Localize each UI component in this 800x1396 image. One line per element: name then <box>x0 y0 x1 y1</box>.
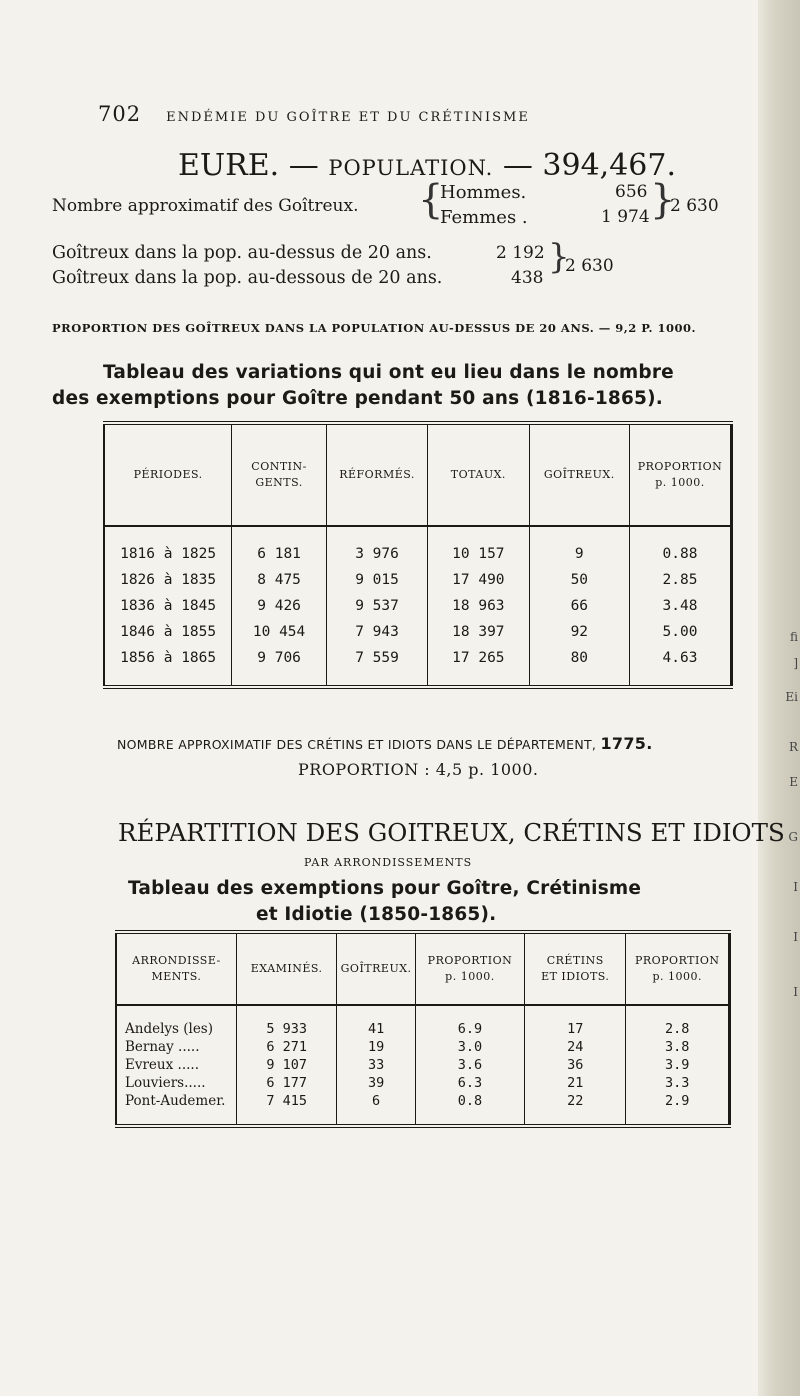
cell: 3.0 <box>415 1038 524 1056</box>
cell: 6 <box>337 1092 415 1110</box>
column-header: PROPORTION p. 1000. <box>630 423 732 526</box>
cell: 18 397 <box>428 619 529 645</box>
dash: — <box>288 148 319 183</box>
column-header: TOTAUX. <box>428 423 529 526</box>
margin-letter: E <box>789 775 798 789</box>
cell: 0.88 <box>662 546 698 562</box>
table-row <box>104 619 732 645</box>
column-header: RÉFORMÉS. <box>326 423 427 526</box>
cell: 39 <box>337 1074 415 1092</box>
men-label: Hommes. <box>440 182 527 203</box>
column-header: ARRONDISSE- MENTS. <box>116 932 236 1005</box>
cell: 8 475 <box>232 567 327 593</box>
repartition-title: RÉPARTITION DES GOITREUX, CRÉTINS ET IDIOTS <box>118 818 785 847</box>
women-value: 1 974 <box>601 207 650 227</box>
column-header: PROPORTION p. 1000. <box>626 932 730 1005</box>
table-row <box>104 541 732 567</box>
cell: 3.48 <box>662 598 698 614</box>
cell: 21 <box>525 1074 626 1092</box>
cell: 9 426 <box>232 593 327 619</box>
cell: 2.85 <box>662 572 698 588</box>
cell: 33 <box>337 1056 415 1074</box>
cell: 17 265 <box>428 645 529 671</box>
cell: 9 706 <box>232 645 327 671</box>
cell: 6 271 <box>236 1038 336 1056</box>
column-header: CRÉTINS ET IDIOTS. <box>525 932 626 1005</box>
above20-label: Goîtreux dans la pop. au-dessus de 20 ans. <box>52 243 432 263</box>
cell: 5.00 <box>662 624 698 640</box>
table-row <box>116 1038 730 1056</box>
cell: 18 963 <box>428 593 529 619</box>
margin-letter: I <box>793 880 798 894</box>
cell: 80 <box>529 645 629 671</box>
cell: 1856 à 1865 <box>104 645 232 671</box>
table-row <box>104 593 732 619</box>
cell: Andelys (les) <box>116 1020 236 1038</box>
cell: 2.8 <box>665 1021 690 1037</box>
cell: 7 559 <box>326 645 427 671</box>
table-row <box>116 1056 730 1074</box>
cell: 2.9 <box>665 1093 690 1109</box>
table-row <box>116 1092 730 1110</box>
margin-letter: I <box>793 930 798 944</box>
column-header: CONTIN- GENTS. <box>232 423 327 526</box>
cell: 1846 à 1855 <box>104 619 232 645</box>
cell: 1826 à 1835 <box>104 567 232 593</box>
cell: 17 490 <box>428 567 529 593</box>
column-header: GOÎTREUX. <box>529 423 629 526</box>
brace: } <box>650 177 676 223</box>
dash: — <box>502 148 533 183</box>
cell: Bernay ..... <box>116 1038 236 1056</box>
table-row <box>116 1074 730 1092</box>
cell: 36 <box>525 1056 626 1074</box>
column-header: PÉRIODES. <box>104 423 232 526</box>
cell: 9 015 <box>326 567 427 593</box>
cell: 3.9 <box>665 1057 690 1073</box>
cell: 19 <box>337 1038 415 1056</box>
margin-letter: I <box>793 985 798 999</box>
cretins-count-label: NOMBRE APPROXIMATIF DES CRÉTINS ET IDIOTS DANS LE DÉPARTEMENT, <box>117 737 597 752</box>
cell: 66 <box>529 593 629 619</box>
cell: 1836 à 1845 <box>104 593 232 619</box>
total-value: 2 630 <box>670 196 719 216</box>
table-row <box>104 645 732 671</box>
cell: 3 976 <box>326 541 427 567</box>
cell: 9 107 <box>236 1056 336 1074</box>
table-header-row <box>116 932 730 1005</box>
page-number: 702 <box>98 102 142 126</box>
men-value: 656 <box>615 182 648 202</box>
spacer-row <box>116 1110 730 1126</box>
repartition-subtitle: PAR ARRONDISSEMENTS <box>304 856 473 869</box>
cretins-count-line <box>117 734 653 753</box>
cell: 1816 à 1825 <box>104 541 232 567</box>
margin-letter: fi <box>789 630 798 644</box>
column-header: EXAMINÉS. <box>236 932 336 1005</box>
cell: 6 181 <box>232 541 327 567</box>
margin-letter: Ei <box>785 690 798 704</box>
cretins-count-value: 1775. <box>600 734 653 753</box>
cell: 41 <box>337 1020 415 1038</box>
cell: 6.3 <box>415 1074 524 1092</box>
population-value: 394,467. <box>542 148 676 183</box>
cell: Evreux ..... <box>116 1056 236 1074</box>
cell: 24 <box>525 1038 626 1056</box>
table1-title-line1: Tableau des variations qui ont eu lieu dans le nombre <box>103 362 674 383</box>
cell: 6 177 <box>236 1074 336 1092</box>
below20-value: 438 <box>511 268 544 288</box>
above20-value: 2 192 <box>496 243 545 263</box>
cell: 6.9 <box>415 1020 524 1038</box>
margin-letter: G <box>788 830 798 844</box>
cell: 9 <box>529 541 629 567</box>
table2-title-line1: Tableau des exemptions pour Goître, Crétinisme <box>128 878 642 899</box>
cell: 7 943 <box>326 619 427 645</box>
margin-letter: ] <box>793 656 798 670</box>
brace: } <box>548 237 570 277</box>
goitreux-label: Nombre approximatif des Goîtreux. <box>52 196 359 216</box>
cell: 3.3 <box>665 1075 690 1091</box>
total2-value: 2 630 <box>565 256 614 276</box>
running-header <box>98 102 530 126</box>
brace: { <box>418 177 444 223</box>
cell: 17 <box>525 1020 626 1038</box>
spacer-row <box>104 671 732 687</box>
cell: 50 <box>529 567 629 593</box>
spacer-row <box>116 1005 730 1020</box>
population-label: POPULATION. <box>328 156 494 180</box>
column-header: GOÎTREUX. <box>337 932 415 1005</box>
cell: 3.8 <box>665 1039 690 1055</box>
cell: Pont-Audemer. <box>116 1092 236 1110</box>
table2-title-line2: et Idiotie (1850-1865). <box>256 904 497 925</box>
margin-letter: R <box>788 740 798 754</box>
cell: Louviers..... <box>116 1074 236 1092</box>
table-row <box>104 567 732 593</box>
arrondissements-table <box>115 930 731 1128</box>
cell: 4.63 <box>662 650 698 666</box>
cell: 9 537 <box>326 593 427 619</box>
proportion-line: PROPORTION DES GOÎTREUX DANS LA POPULATION AU-DESSUS DE 20 ANS. — 9,2 P. 1000. <box>52 321 697 335</box>
cell: 0.8 <box>415 1092 524 1110</box>
department-name: EURE. <box>178 148 280 183</box>
spacer-row <box>104 526 732 541</box>
cell: 5 933 <box>236 1020 336 1038</box>
cell: 7 415 <box>236 1092 336 1110</box>
running-title: ENDÉMIE DU GOÎTRE ET DU CRÉTINISME <box>166 110 530 125</box>
column-header: PROPORTION p. 1000. <box>415 932 524 1005</box>
women-label: Femmes . <box>440 207 528 228</box>
table-row <box>116 1020 730 1038</box>
cell: 10 157 <box>428 541 529 567</box>
exemptions-table <box>103 421 733 689</box>
cell: 92 <box>529 619 629 645</box>
cell: 10 454 <box>232 619 327 645</box>
cell: 22 <box>525 1092 626 1110</box>
table1-title-line2: des exemptions pour Goître pendant 50 ans (1816-1865). <box>52 388 664 409</box>
table-header-row <box>104 423 732 526</box>
cretins-proportion: PROPORTION : 4,5 p. 1000. <box>298 760 539 779</box>
below20-label: Goîtreux dans la pop. au-dessous de 20 ans. <box>52 268 443 288</box>
cell: 3.6 <box>415 1056 524 1074</box>
